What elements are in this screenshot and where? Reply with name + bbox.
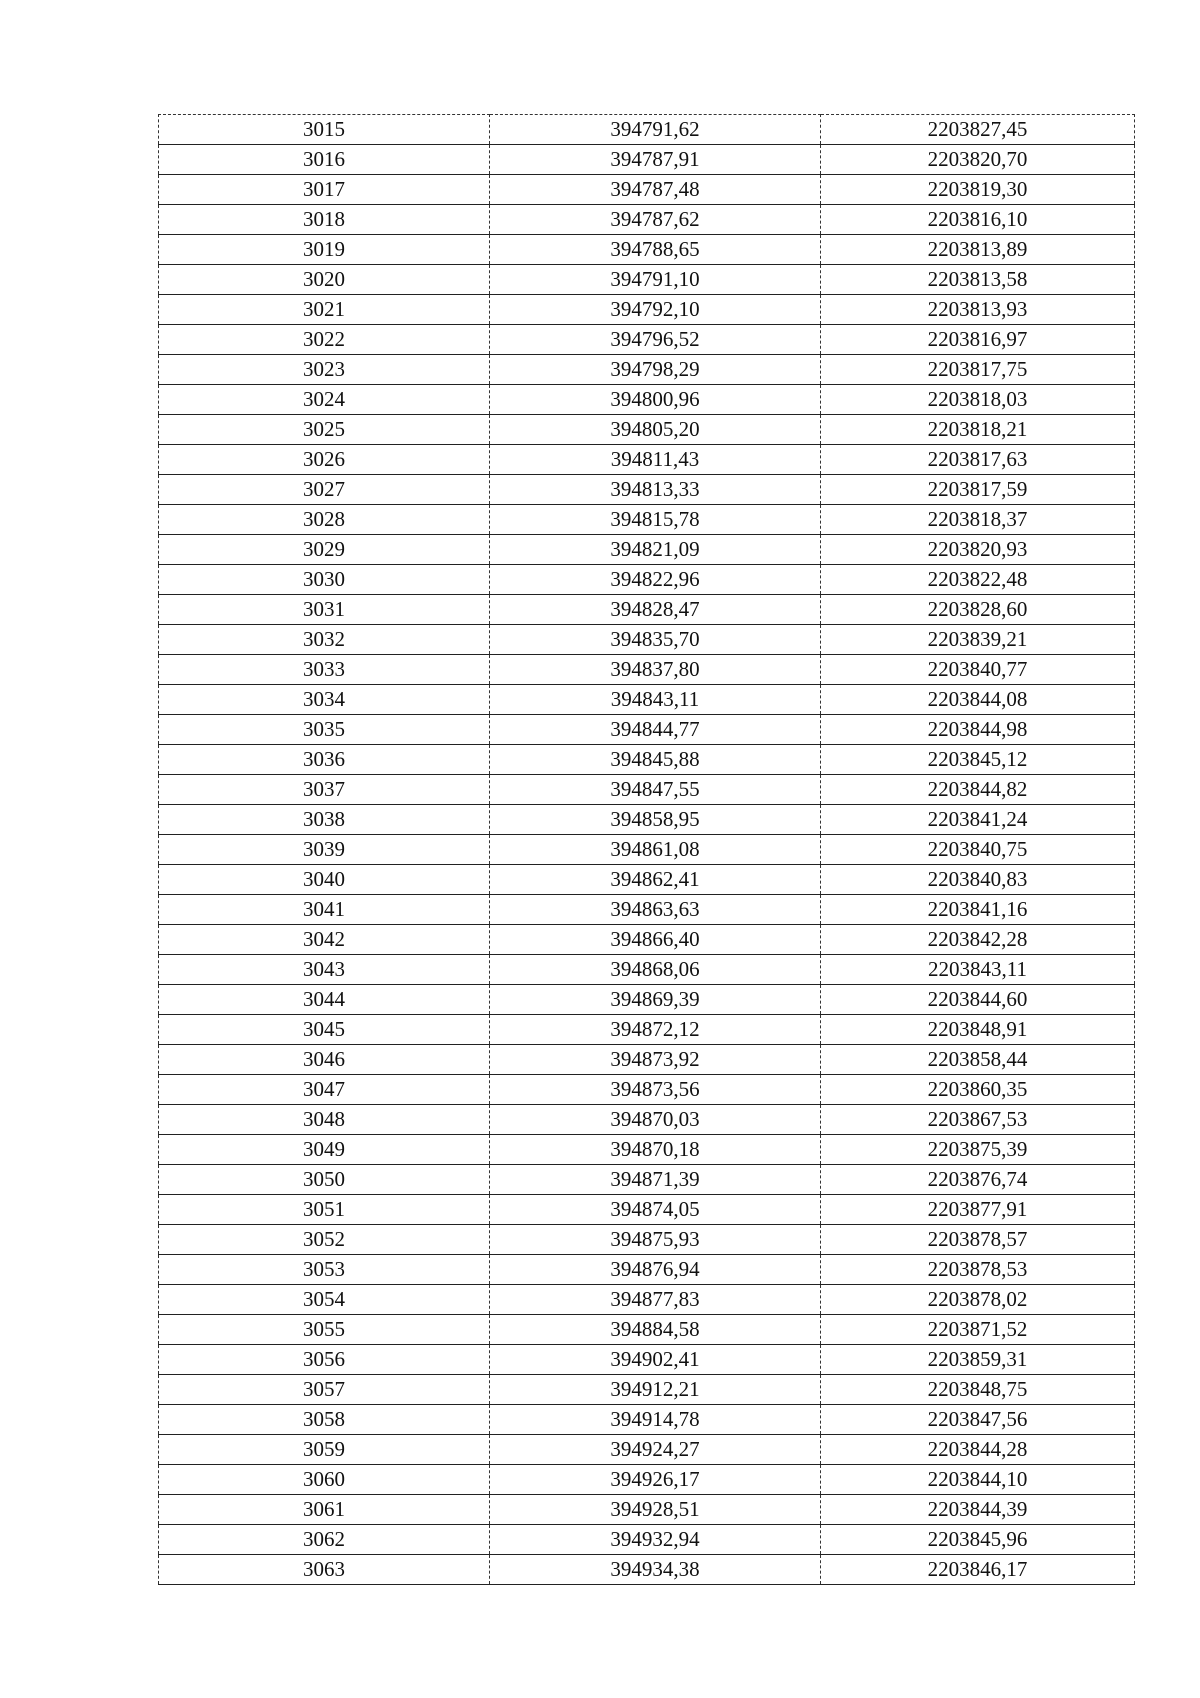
table-row xyxy=(159,1195,1135,1225)
point-number-cell: 3047 xyxy=(159,1075,490,1105)
point-number-cell: 3025 xyxy=(159,415,490,445)
table-row xyxy=(159,535,1135,565)
y-coordinate-cell: 2203843,11 xyxy=(821,955,1135,985)
x-coordinate-cell: 394811,43 xyxy=(490,445,821,475)
x-coordinate-cell: 394828,47 xyxy=(490,595,821,625)
x-coordinate-cell: 394870,18 xyxy=(490,1135,821,1165)
table-row xyxy=(159,1555,1135,1585)
point-number-cell: 3046 xyxy=(159,1045,490,1075)
point-number-cell: 3055 xyxy=(159,1315,490,1345)
x-coordinate-cell: 394869,39 xyxy=(490,985,821,1015)
x-coordinate-cell: 394934,38 xyxy=(490,1555,821,1585)
point-number-cell: 3016 xyxy=(159,145,490,175)
x-coordinate-cell: 394791,10 xyxy=(490,265,821,295)
x-coordinate-cell: 394788,65 xyxy=(490,235,821,265)
point-number-cell: 3054 xyxy=(159,1285,490,1315)
point-number-cell: 3018 xyxy=(159,205,490,235)
x-coordinate-cell: 394787,91 xyxy=(490,145,821,175)
y-coordinate-cell: 2203867,53 xyxy=(821,1105,1135,1135)
x-coordinate-cell: 394874,05 xyxy=(490,1195,821,1225)
x-coordinate-cell: 394821,09 xyxy=(490,535,821,565)
x-coordinate-cell: 394924,27 xyxy=(490,1435,821,1465)
y-coordinate-cell: 2203844,28 xyxy=(821,1435,1135,1465)
y-coordinate-cell: 2203876,74 xyxy=(821,1165,1135,1195)
point-number-cell: 3033 xyxy=(159,655,490,685)
y-coordinate-cell: 2203813,93 xyxy=(821,295,1135,325)
point-number-cell: 3044 xyxy=(159,985,490,1015)
table-row xyxy=(159,595,1135,625)
table-row xyxy=(159,565,1135,595)
table-row xyxy=(159,715,1135,745)
x-coordinate-cell: 394845,88 xyxy=(490,745,821,775)
x-coordinate-cell: 394872,12 xyxy=(490,1015,821,1045)
x-coordinate-cell: 394902,41 xyxy=(490,1345,821,1375)
point-number-cell: 3030 xyxy=(159,565,490,595)
point-number-cell: 3019 xyxy=(159,235,490,265)
point-number-cell: 3043 xyxy=(159,955,490,985)
point-number-cell: 3061 xyxy=(159,1495,490,1525)
y-coordinate-cell: 2203844,10 xyxy=(821,1465,1135,1495)
table-row xyxy=(159,265,1135,295)
table-row xyxy=(159,355,1135,385)
x-coordinate-cell: 394926,17 xyxy=(490,1465,821,1495)
coordinates-table xyxy=(158,114,1135,1585)
y-coordinate-cell: 2203818,37 xyxy=(821,505,1135,535)
table-row xyxy=(159,145,1135,175)
y-coordinate-cell: 2203816,97 xyxy=(821,325,1135,355)
table-row xyxy=(159,235,1135,265)
x-coordinate-cell: 394877,83 xyxy=(490,1285,821,1315)
y-coordinate-cell: 2203813,89 xyxy=(821,235,1135,265)
point-number-cell: 3036 xyxy=(159,745,490,775)
table-row xyxy=(159,1435,1135,1465)
table-row xyxy=(159,1405,1135,1435)
x-coordinate-cell: 394875,93 xyxy=(490,1225,821,1255)
y-coordinate-cell: 2203818,21 xyxy=(821,415,1135,445)
table-row xyxy=(159,865,1135,895)
y-coordinate-cell: 2203844,60 xyxy=(821,985,1135,1015)
table-row xyxy=(159,955,1135,985)
y-coordinate-cell: 2203846,17 xyxy=(821,1555,1135,1585)
table-row xyxy=(159,1315,1135,1345)
y-coordinate-cell: 2203844,08 xyxy=(821,685,1135,715)
y-coordinate-cell: 2203841,16 xyxy=(821,895,1135,925)
table-row xyxy=(159,325,1135,355)
x-coordinate-cell: 394876,94 xyxy=(490,1255,821,1285)
point-number-cell: 3015 xyxy=(159,115,490,145)
table-row xyxy=(159,1255,1135,1285)
y-coordinate-cell: 2203871,52 xyxy=(821,1315,1135,1345)
x-coordinate-cell: 394873,92 xyxy=(490,1045,821,1075)
table-row xyxy=(159,625,1135,655)
table-row xyxy=(159,1105,1135,1135)
y-coordinate-cell: 2203844,82 xyxy=(821,775,1135,805)
y-coordinate-cell: 2203818,03 xyxy=(821,385,1135,415)
point-number-cell: 3020 xyxy=(159,265,490,295)
point-number-cell: 3048 xyxy=(159,1105,490,1135)
y-coordinate-cell: 2203816,10 xyxy=(821,205,1135,235)
point-number-cell: 3022 xyxy=(159,325,490,355)
x-coordinate-cell: 394787,48 xyxy=(490,175,821,205)
x-coordinate-cell: 394863,63 xyxy=(490,895,821,925)
table-row xyxy=(159,805,1135,835)
table-row xyxy=(159,475,1135,505)
x-coordinate-cell: 394787,62 xyxy=(490,205,821,235)
y-coordinate-cell: 2203845,12 xyxy=(821,745,1135,775)
x-coordinate-cell: 394928,51 xyxy=(490,1495,821,1525)
table-row xyxy=(159,1045,1135,1075)
y-coordinate-cell: 2203827,45 xyxy=(821,115,1135,145)
table-row xyxy=(159,1345,1135,1375)
x-coordinate-cell: 394805,20 xyxy=(490,415,821,445)
y-coordinate-cell: 2203877,91 xyxy=(821,1195,1135,1225)
table-row xyxy=(159,1225,1135,1255)
point-number-cell: 3038 xyxy=(159,805,490,835)
coordinates-table-body xyxy=(159,115,1135,1585)
point-number-cell: 3024 xyxy=(159,385,490,415)
y-coordinate-cell: 2203875,39 xyxy=(821,1135,1135,1165)
table-row xyxy=(159,1165,1135,1195)
y-coordinate-cell: 2203822,48 xyxy=(821,565,1135,595)
table-row xyxy=(159,745,1135,775)
y-coordinate-cell: 2203845,96 xyxy=(821,1525,1135,1555)
table-row xyxy=(159,925,1135,955)
y-coordinate-cell: 2203844,39 xyxy=(821,1495,1135,1525)
y-coordinate-cell: 2203828,60 xyxy=(821,595,1135,625)
x-coordinate-cell: 394862,41 xyxy=(490,865,821,895)
x-coordinate-cell: 394837,80 xyxy=(490,655,821,685)
x-coordinate-cell: 394813,33 xyxy=(490,475,821,505)
x-coordinate-cell: 394800,96 xyxy=(490,385,821,415)
point-number-cell: 3035 xyxy=(159,715,490,745)
point-number-cell: 3050 xyxy=(159,1165,490,1195)
y-coordinate-cell: 2203813,58 xyxy=(821,265,1135,295)
point-number-cell: 3027 xyxy=(159,475,490,505)
point-number-cell: 3045 xyxy=(159,1015,490,1045)
table-row xyxy=(159,445,1135,475)
x-coordinate-cell: 394873,56 xyxy=(490,1075,821,1105)
y-coordinate-cell: 2203878,57 xyxy=(821,1225,1135,1255)
table-row xyxy=(159,1285,1135,1315)
point-number-cell: 3029 xyxy=(159,535,490,565)
y-coordinate-cell: 2203820,93 xyxy=(821,535,1135,565)
point-number-cell: 3060 xyxy=(159,1465,490,1495)
y-coordinate-cell: 2203839,21 xyxy=(821,625,1135,655)
y-coordinate-cell: 2203848,75 xyxy=(821,1375,1135,1405)
y-coordinate-cell: 2203844,98 xyxy=(821,715,1135,745)
y-coordinate-cell: 2203848,91 xyxy=(821,1015,1135,1045)
y-coordinate-cell: 2203860,35 xyxy=(821,1075,1135,1105)
y-coordinate-cell: 2203841,24 xyxy=(821,805,1135,835)
table-row xyxy=(159,1495,1135,1525)
point-number-cell: 3051 xyxy=(159,1195,490,1225)
point-number-cell: 3063 xyxy=(159,1555,490,1585)
table-row xyxy=(159,895,1135,925)
table-row xyxy=(159,505,1135,535)
y-coordinate-cell: 2203817,75 xyxy=(821,355,1135,385)
point-number-cell: 3057 xyxy=(159,1375,490,1405)
y-coordinate-cell: 2203840,83 xyxy=(821,865,1135,895)
point-number-cell: 3058 xyxy=(159,1405,490,1435)
point-number-cell: 3017 xyxy=(159,175,490,205)
table-row xyxy=(159,415,1135,445)
x-coordinate-cell: 394861,08 xyxy=(490,835,821,865)
table-row xyxy=(159,775,1135,805)
point-number-cell: 3028 xyxy=(159,505,490,535)
y-coordinate-cell: 2203817,63 xyxy=(821,445,1135,475)
x-coordinate-cell: 394868,06 xyxy=(490,955,821,985)
y-coordinate-cell: 2203847,56 xyxy=(821,1405,1135,1435)
table-row xyxy=(159,385,1135,415)
table-row xyxy=(159,1135,1135,1165)
y-coordinate-cell: 2203842,28 xyxy=(821,925,1135,955)
y-coordinate-cell: 2203840,77 xyxy=(821,655,1135,685)
x-coordinate-cell: 394796,52 xyxy=(490,325,821,355)
point-number-cell: 3034 xyxy=(159,685,490,715)
x-coordinate-cell: 394884,58 xyxy=(490,1315,821,1345)
y-coordinate-cell: 2203817,59 xyxy=(821,475,1135,505)
point-number-cell: 3040 xyxy=(159,865,490,895)
x-coordinate-cell: 394870,03 xyxy=(490,1105,821,1135)
point-number-cell: 3041 xyxy=(159,895,490,925)
x-coordinate-cell: 394815,78 xyxy=(490,505,821,535)
table-row xyxy=(159,685,1135,715)
table-row xyxy=(159,1015,1135,1045)
y-coordinate-cell: 2203859,31 xyxy=(821,1345,1135,1375)
table-row xyxy=(159,1075,1135,1105)
x-coordinate-cell: 394912,21 xyxy=(490,1375,821,1405)
table-row xyxy=(159,985,1135,1015)
x-coordinate-cell: 394822,96 xyxy=(490,565,821,595)
x-coordinate-cell: 394798,29 xyxy=(490,355,821,385)
table-row xyxy=(159,1375,1135,1405)
table-row xyxy=(159,655,1135,685)
table-row xyxy=(159,1465,1135,1495)
y-coordinate-cell: 2203858,44 xyxy=(821,1045,1135,1075)
point-number-cell: 3062 xyxy=(159,1525,490,1555)
x-coordinate-cell: 394835,70 xyxy=(490,625,821,655)
x-coordinate-cell: 394792,10 xyxy=(490,295,821,325)
x-coordinate-cell: 394847,55 xyxy=(490,775,821,805)
y-coordinate-cell: 2203819,30 xyxy=(821,175,1135,205)
point-number-cell: 3031 xyxy=(159,595,490,625)
table-row xyxy=(159,115,1135,145)
y-coordinate-cell: 2203878,53 xyxy=(821,1255,1135,1285)
x-coordinate-cell: 394843,11 xyxy=(490,685,821,715)
point-number-cell: 3042 xyxy=(159,925,490,955)
x-coordinate-cell: 394858,95 xyxy=(490,805,821,835)
point-number-cell: 3032 xyxy=(159,625,490,655)
table-row xyxy=(159,175,1135,205)
x-coordinate-cell: 394871,39 xyxy=(490,1165,821,1195)
x-coordinate-cell: 394866,40 xyxy=(490,925,821,955)
table-row xyxy=(159,835,1135,865)
y-coordinate-cell: 2203820,70 xyxy=(821,145,1135,175)
table-row xyxy=(159,295,1135,325)
point-number-cell: 3023 xyxy=(159,355,490,385)
y-coordinate-cell: 2203878,02 xyxy=(821,1285,1135,1315)
x-coordinate-cell: 394844,77 xyxy=(490,715,821,745)
point-number-cell: 3037 xyxy=(159,775,490,805)
point-number-cell: 3052 xyxy=(159,1225,490,1255)
point-number-cell: 3049 xyxy=(159,1135,490,1165)
x-coordinate-cell: 394914,78 xyxy=(490,1405,821,1435)
table-row xyxy=(159,205,1135,235)
x-coordinate-cell: 394932,94 xyxy=(490,1525,821,1555)
point-number-cell: 3021 xyxy=(159,295,490,325)
point-number-cell: 3059 xyxy=(159,1435,490,1465)
y-coordinate-cell: 2203840,75 xyxy=(821,835,1135,865)
point-number-cell: 3039 xyxy=(159,835,490,865)
point-number-cell: 3053 xyxy=(159,1255,490,1285)
table-row xyxy=(159,1525,1135,1555)
x-coordinate-cell: 394791,62 xyxy=(490,115,821,145)
point-number-cell: 3026 xyxy=(159,445,490,475)
point-number-cell: 3056 xyxy=(159,1345,490,1375)
